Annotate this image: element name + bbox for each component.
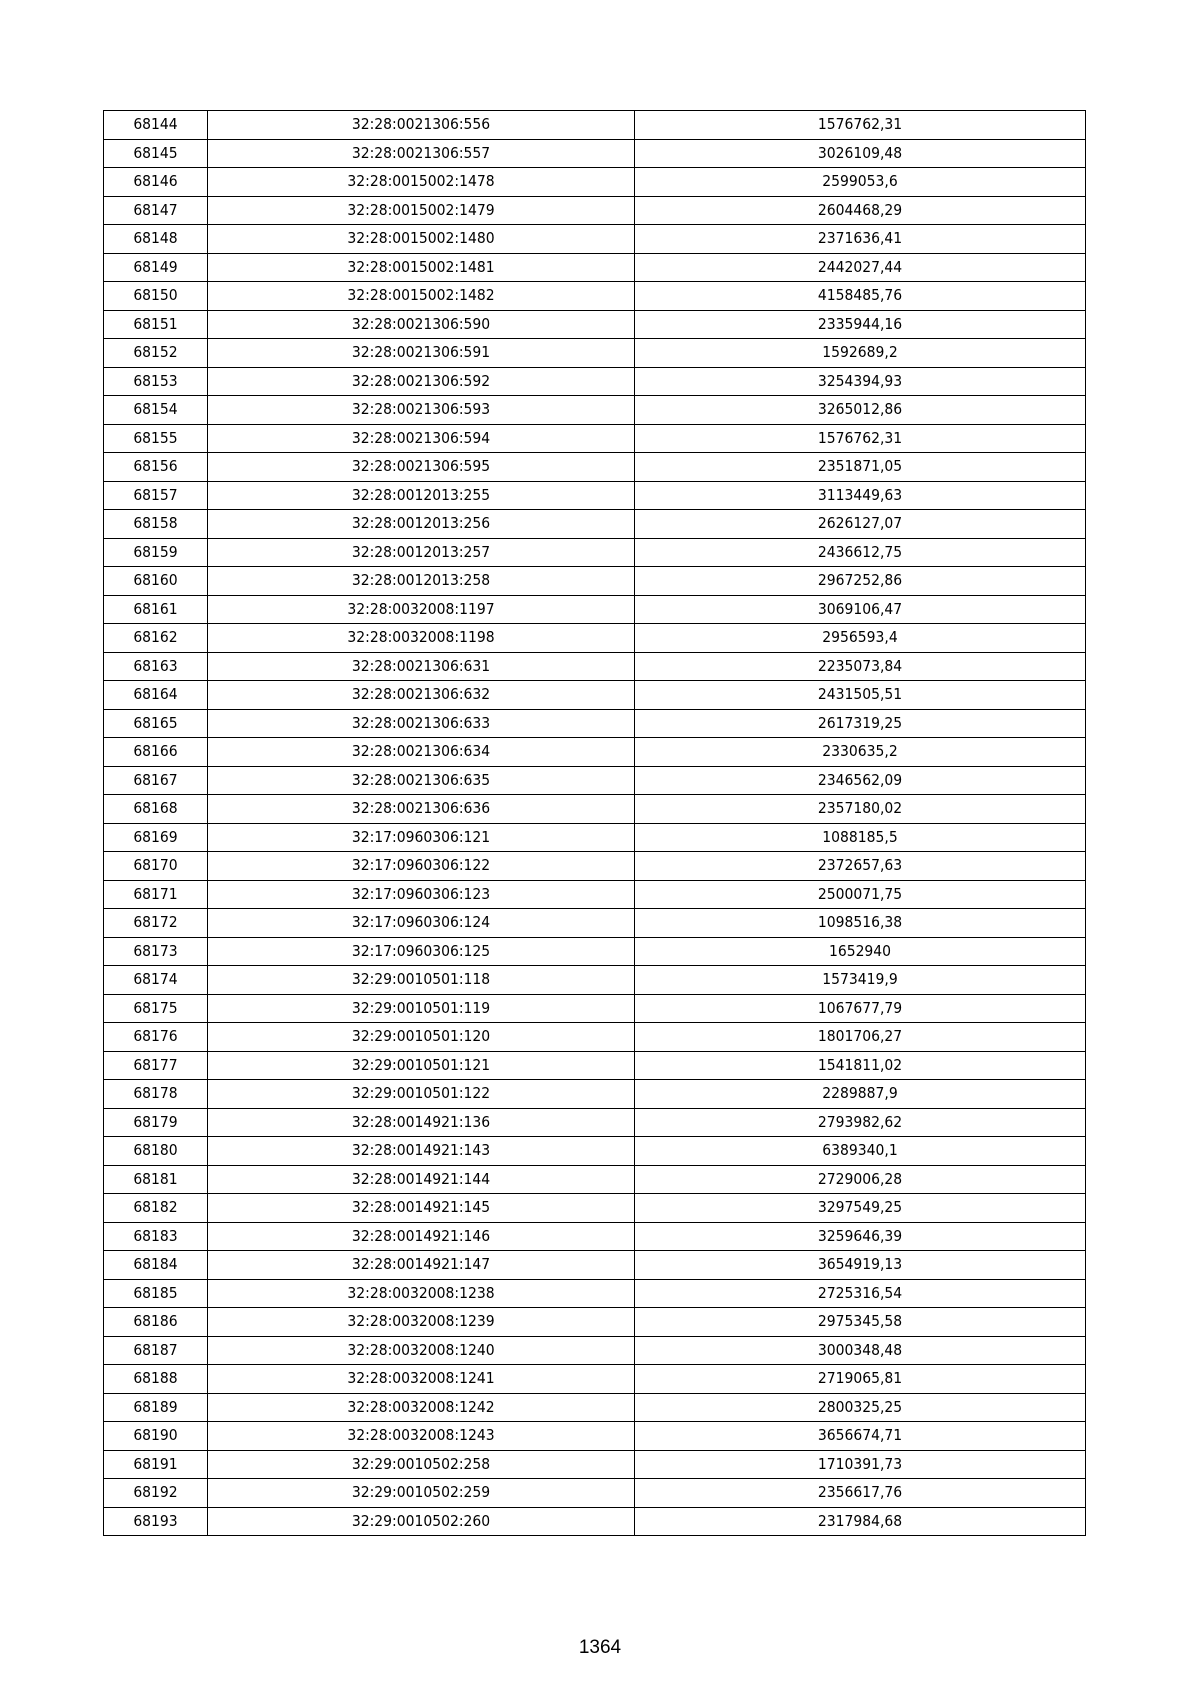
- cadastral-number-cell: 32:28:0032008:1198: [208, 624, 635, 653]
- table-row: [104, 111, 1086, 140]
- table-row: [104, 253, 1086, 282]
- cadastral-number-cell: 32:28:0012013:257: [208, 538, 635, 567]
- row-number-cell: 68166: [104, 738, 208, 767]
- cadastral-number-cell: 32:28:0032008:1243: [208, 1422, 635, 1451]
- row-number-cell: 68190: [104, 1422, 208, 1451]
- table-row: [104, 880, 1086, 909]
- table-row: [104, 1251, 1086, 1280]
- row-number-cell: 68184: [104, 1251, 208, 1280]
- row-number-cell: 68152: [104, 339, 208, 368]
- table-row: [104, 282, 1086, 311]
- cadastral-number-cell: 32:29:0010501:122: [208, 1080, 635, 1109]
- value-cell: 2317984,68: [635, 1507, 1086, 1536]
- row-number-cell: 68146: [104, 168, 208, 197]
- cadastral-number-cell: 32:28:0032008:1242: [208, 1393, 635, 1422]
- row-number-cell: 68188: [104, 1365, 208, 1394]
- table-row: [104, 994, 1086, 1023]
- cadastral-number-cell: 32:28:0014921:143: [208, 1137, 635, 1166]
- value-cell: 2800325,25: [635, 1393, 1086, 1422]
- value-cell: 2436612,75: [635, 538, 1086, 567]
- cadastral-number-cell: 32:28:0014921:147: [208, 1251, 635, 1280]
- table-row: [104, 1393, 1086, 1422]
- value-cell: 2793982,62: [635, 1108, 1086, 1137]
- table-row: [104, 1194, 1086, 1223]
- row-number-cell: 68161: [104, 595, 208, 624]
- table-row: [104, 909, 1086, 938]
- value-cell: 2604468,29: [635, 196, 1086, 225]
- value-cell: 2372657,63: [635, 852, 1086, 881]
- value-cell: 2335944,16: [635, 310, 1086, 339]
- value-cell: 2626127,07: [635, 510, 1086, 539]
- value-cell: 2371636,41: [635, 225, 1086, 254]
- cadastral-number-cell: 32:17:0960306:123: [208, 880, 635, 909]
- cadastral-number-cell: 32:17:0960306:121: [208, 823, 635, 852]
- cadastral-number-cell: 32:28:0021306:595: [208, 453, 635, 482]
- cadastral-number-cell: 32:28:0021306:592: [208, 367, 635, 396]
- value-cell: 3069106,47: [635, 595, 1086, 624]
- table-row: [104, 966, 1086, 995]
- row-number-cell: 68175: [104, 994, 208, 1023]
- value-cell: 1801706,27: [635, 1023, 1086, 1052]
- cadastral-number-cell: 32:28:0032008:1240: [208, 1336, 635, 1365]
- table-row: [104, 795, 1086, 824]
- table-row: [104, 1137, 1086, 1166]
- table-row: [104, 1222, 1086, 1251]
- value-cell: 2500071,75: [635, 880, 1086, 909]
- row-number-cell: 68145: [104, 139, 208, 168]
- cadastral-number-cell: 32:29:0010502:259: [208, 1479, 635, 1508]
- row-number-cell: 68179: [104, 1108, 208, 1137]
- cadastral-number-cell: 32:29:0010501:121: [208, 1051, 635, 1080]
- value-cell: 2330635,2: [635, 738, 1086, 767]
- table-row: [104, 339, 1086, 368]
- cadastral-number-cell: 32:28:0021306:556: [208, 111, 635, 140]
- table-row: [104, 823, 1086, 852]
- table-row: [104, 567, 1086, 596]
- row-number-cell: 68144: [104, 111, 208, 140]
- value-cell: 1088185,5: [635, 823, 1086, 852]
- value-cell: 1652940: [635, 937, 1086, 966]
- value-cell: 3656674,71: [635, 1422, 1086, 1451]
- value-cell: 3265012,86: [635, 396, 1086, 425]
- table-row: [104, 196, 1086, 225]
- row-number-cell: 68174: [104, 966, 208, 995]
- value-cell: 2351871,05: [635, 453, 1086, 482]
- cadastral-number-cell: 32:29:0010501:120: [208, 1023, 635, 1052]
- row-number-cell: 68182: [104, 1194, 208, 1223]
- cadastral-number-cell: 32:28:0012013:255: [208, 481, 635, 510]
- row-number-cell: 68147: [104, 196, 208, 225]
- cadastral-number-cell: 32:28:0021306:591: [208, 339, 635, 368]
- cadastral-number-cell: 32:17:0960306:122: [208, 852, 635, 881]
- table-row: [104, 1365, 1086, 1394]
- cadastral-number-cell: 32:28:0021306:633: [208, 709, 635, 738]
- value-cell: 2235073,84: [635, 652, 1086, 681]
- row-number-cell: 68187: [104, 1336, 208, 1365]
- value-cell: 3113449,63: [635, 481, 1086, 510]
- value-cell: 6389340,1: [635, 1137, 1086, 1166]
- value-cell: 3026109,48: [635, 139, 1086, 168]
- table-row: [104, 139, 1086, 168]
- value-cell: 4158485,76: [635, 282, 1086, 311]
- row-number-cell: 68158: [104, 510, 208, 539]
- cadastral-number-cell: 32:28:0014921:136: [208, 1108, 635, 1137]
- table-row: [104, 453, 1086, 482]
- table-row: [104, 1336, 1086, 1365]
- cadastral-number-cell: 32:28:0021306:631: [208, 652, 635, 681]
- value-cell: 2356617,76: [635, 1479, 1086, 1508]
- table-row: [104, 1479, 1086, 1508]
- cadastral-number-cell: 32:28:0015002:1478: [208, 168, 635, 197]
- cadastral-number-cell: 32:28:0021306:635: [208, 766, 635, 795]
- row-number-cell: 68193: [104, 1507, 208, 1536]
- cadastral-number-cell: 32:28:0015002:1480: [208, 225, 635, 254]
- table-row: [104, 852, 1086, 881]
- table-row: [104, 367, 1086, 396]
- cadastral-number-cell: 32:29:0010501:119: [208, 994, 635, 1023]
- table-row: [104, 424, 1086, 453]
- row-number-cell: 68173: [104, 937, 208, 966]
- row-number-cell: 68167: [104, 766, 208, 795]
- table-row: [104, 1422, 1086, 1451]
- table-row: [104, 1450, 1086, 1479]
- row-number-cell: 68169: [104, 823, 208, 852]
- cadastral-number-cell: 32:28:0014921:146: [208, 1222, 635, 1251]
- table-row: [104, 1507, 1086, 1536]
- cadastral-number-cell: 32:28:0032008:1197: [208, 595, 635, 624]
- row-number-cell: 68189: [104, 1393, 208, 1422]
- value-cell: 2442027,44: [635, 253, 1086, 282]
- value-cell: 3000348,48: [635, 1336, 1086, 1365]
- row-number-cell: 68185: [104, 1279, 208, 1308]
- row-number-cell: 68162: [104, 624, 208, 653]
- value-cell: 1576762,31: [635, 111, 1086, 140]
- table-row: [104, 766, 1086, 795]
- cadastral-number-cell: 32:28:0021306:594: [208, 424, 635, 453]
- value-cell: 2599053,6: [635, 168, 1086, 197]
- value-cell: 1710391,73: [635, 1450, 1086, 1479]
- cadastral-number-cell: 32:28:0032008:1241: [208, 1365, 635, 1394]
- row-number-cell: 68191: [104, 1450, 208, 1479]
- value-cell: 1098516,38: [635, 909, 1086, 938]
- value-cell: 2719065,81: [635, 1365, 1086, 1394]
- row-number-cell: 68155: [104, 424, 208, 453]
- row-number-cell: 68171: [104, 880, 208, 909]
- value-cell: 2431505,51: [635, 681, 1086, 710]
- row-number-cell: 68168: [104, 795, 208, 824]
- table-row: [104, 310, 1086, 339]
- cadastral-number-cell: 32:28:0032008:1238: [208, 1279, 635, 1308]
- table-row: [104, 709, 1086, 738]
- table-row: [104, 481, 1086, 510]
- row-number-cell: 68154: [104, 396, 208, 425]
- value-cell: 2725316,54: [635, 1279, 1086, 1308]
- table-row: [104, 738, 1086, 767]
- value-cell: 2357180,02: [635, 795, 1086, 824]
- row-number-cell: 68186: [104, 1308, 208, 1337]
- table-row: [104, 652, 1086, 681]
- value-cell: 1067677,79: [635, 994, 1086, 1023]
- value-cell: 1592689,2: [635, 339, 1086, 368]
- row-number-cell: 68150: [104, 282, 208, 311]
- cadastral-number-cell: 32:29:0010501:118: [208, 966, 635, 995]
- row-number-cell: 68165: [104, 709, 208, 738]
- value-cell: 2975345,58: [635, 1308, 1086, 1337]
- cadastral-number-cell: 32:17:0960306:124: [208, 909, 635, 938]
- table-row: [104, 510, 1086, 539]
- table-row: [104, 1165, 1086, 1194]
- cadastral-number-cell: 32:28:0014921:144: [208, 1165, 635, 1194]
- cadastral-number-cell: 32:28:0015002:1482: [208, 282, 635, 311]
- row-number-cell: 68176: [104, 1023, 208, 1052]
- row-number-cell: 68172: [104, 909, 208, 938]
- row-number-cell: 68151: [104, 310, 208, 339]
- page-number: 1364: [578, 1637, 622, 1658]
- row-number-cell: 68153: [104, 367, 208, 396]
- row-number-cell: 68157: [104, 481, 208, 510]
- row-number-cell: 68180: [104, 1137, 208, 1166]
- cadastral-number-cell: 32:28:0032008:1239: [208, 1308, 635, 1337]
- value-cell: 1573419,9: [635, 966, 1086, 995]
- row-number-cell: 68183: [104, 1222, 208, 1251]
- row-number-cell: 68160: [104, 567, 208, 596]
- row-number-cell: 68148: [104, 225, 208, 254]
- cadastral-number-cell: 32:17:0960306:125: [208, 937, 635, 966]
- cadastral-number-cell: 32:28:0021306:590: [208, 310, 635, 339]
- row-number-cell: 68181: [104, 1165, 208, 1194]
- cadastral-number-cell: 32:28:0021306:557: [208, 139, 635, 168]
- table-row: [104, 681, 1086, 710]
- value-cell: 1541811,02: [635, 1051, 1086, 1080]
- table-body: [104, 111, 1086, 1536]
- table-row: [104, 168, 1086, 197]
- table-row: [104, 396, 1086, 425]
- value-cell: 2617319,25: [635, 709, 1086, 738]
- cadastral-number-cell: 32:28:0015002:1479: [208, 196, 635, 225]
- value-cell: 2967252,86: [635, 567, 1086, 596]
- row-number-cell: 68177: [104, 1051, 208, 1080]
- row-number-cell: 68159: [104, 538, 208, 567]
- cadastral-number-cell: 32:28:0014921:145: [208, 1194, 635, 1223]
- table-row: [104, 1051, 1086, 1080]
- value-cell: 3259646,39: [635, 1222, 1086, 1251]
- table-row: [104, 1108, 1086, 1137]
- table-row: [104, 1080, 1086, 1109]
- value-cell: 2729006,28: [635, 1165, 1086, 1194]
- table-row: [104, 1023, 1086, 1052]
- cadastral-number-cell: 32:28:0021306:593: [208, 396, 635, 425]
- value-cell: 1576762,31: [635, 424, 1086, 453]
- cadastral-number-cell: 32:29:0010502:260: [208, 1507, 635, 1536]
- cadastral-number-cell: 32:28:0021306:634: [208, 738, 635, 767]
- cadastral-number-cell: 32:28:0012013:258: [208, 567, 635, 596]
- table-row: [104, 937, 1086, 966]
- row-number-cell: 68149: [104, 253, 208, 282]
- table-row: [104, 595, 1086, 624]
- table-row: [104, 538, 1086, 567]
- value-cell: 3254394,93: [635, 367, 1086, 396]
- row-number-cell: 68164: [104, 681, 208, 710]
- value-cell: 2956593,4: [635, 624, 1086, 653]
- cadastral-number-cell: 32:28:0012013:256: [208, 510, 635, 539]
- cadastral-number-cell: 32:28:0021306:632: [208, 681, 635, 710]
- table-row: [104, 1279, 1086, 1308]
- value-cell: 3654919,13: [635, 1251, 1086, 1280]
- row-number-cell: 68170: [104, 852, 208, 881]
- cadastral-number-cell: 32:28:0015002:1481: [208, 253, 635, 282]
- cadastral-number-cell: 32:28:0021306:636: [208, 795, 635, 824]
- row-number-cell: 68178: [104, 1080, 208, 1109]
- table-row: [104, 1308, 1086, 1337]
- table-row: [104, 624, 1086, 653]
- row-number-cell: 68163: [104, 652, 208, 681]
- data-table: [103, 110, 1086, 1536]
- value-cell: 2289887,9: [635, 1080, 1086, 1109]
- row-number-cell: 68192: [104, 1479, 208, 1508]
- table-row: [104, 225, 1086, 254]
- row-number-cell: 68156: [104, 453, 208, 482]
- value-cell: 2346562,09: [635, 766, 1086, 795]
- cadastral-number-cell: 32:29:0010502:258: [208, 1450, 635, 1479]
- value-cell: 3297549,25: [635, 1194, 1086, 1223]
